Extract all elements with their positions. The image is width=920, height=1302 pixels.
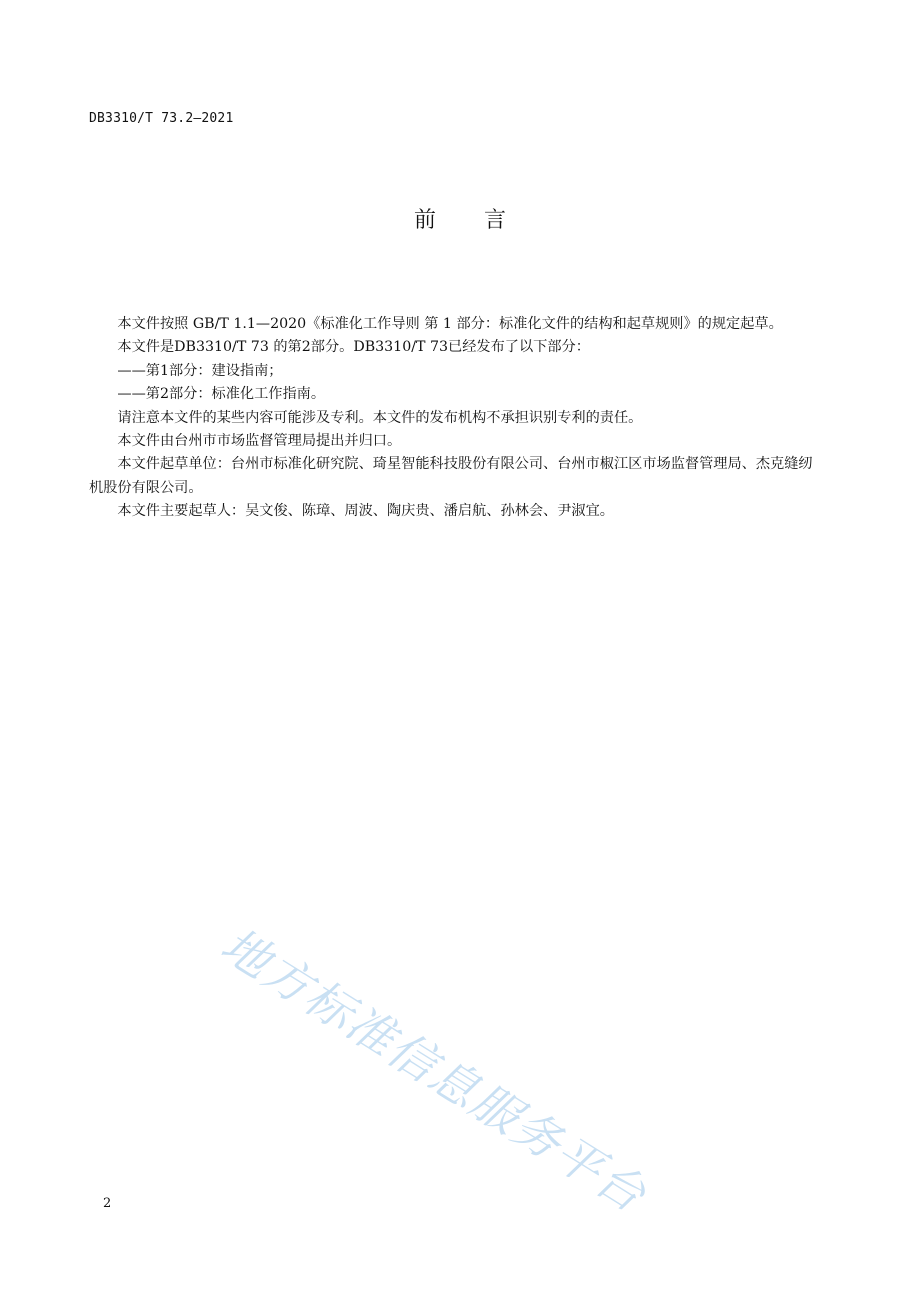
list-item-part-2: ——第2部分：标准化工作指南。: [117, 386, 326, 403]
paragraph-drafters: 本文件主要起草人：吴文俊、陈璋、周波、陶庆贵、潘启航、孙林会、尹淑宜。: [117, 503, 614, 520]
document-code: DB3310/T 73.2—2021: [89, 111, 234, 126]
paragraph-drafting-units: 本文件起草单位：台州市标准化研究院、琦星智能科技股份有限公司、台州市椒江区市场监督管理局、杰克缝纫机股份有限公司。: [89, 456, 813, 496]
watermark: 地方标准信息服务平台: [211, 917, 656, 1224]
paragraph-proposer: 本文件由台州市市场监督管理局提出并归口。: [117, 433, 402, 450]
page-number: 2: [103, 1196, 112, 1211]
paragraph-patent-notice: 请注意本文件的某些内容可能涉及专利。本文件的发布机构不承担识别专利的责任。: [117, 409, 643, 426]
foreword-body: [89, 313, 817, 524]
list-item-part-1: ——第1部分：建设指南；: [117, 362, 283, 379]
paragraph-part-info: 本文件是DB3310/T 73 的第2部分。DB3310/T 73已经发布了以下部分：: [117, 339, 590, 356]
page-title: 前言: [413, 208, 554, 233]
paragraph-drafting-basis: 本文件按照 GB/T 1.1—2020《标准化工作导则 第 1 部分：标准化文件的结构和起草规则》的规定起草。: [117, 316, 783, 332]
